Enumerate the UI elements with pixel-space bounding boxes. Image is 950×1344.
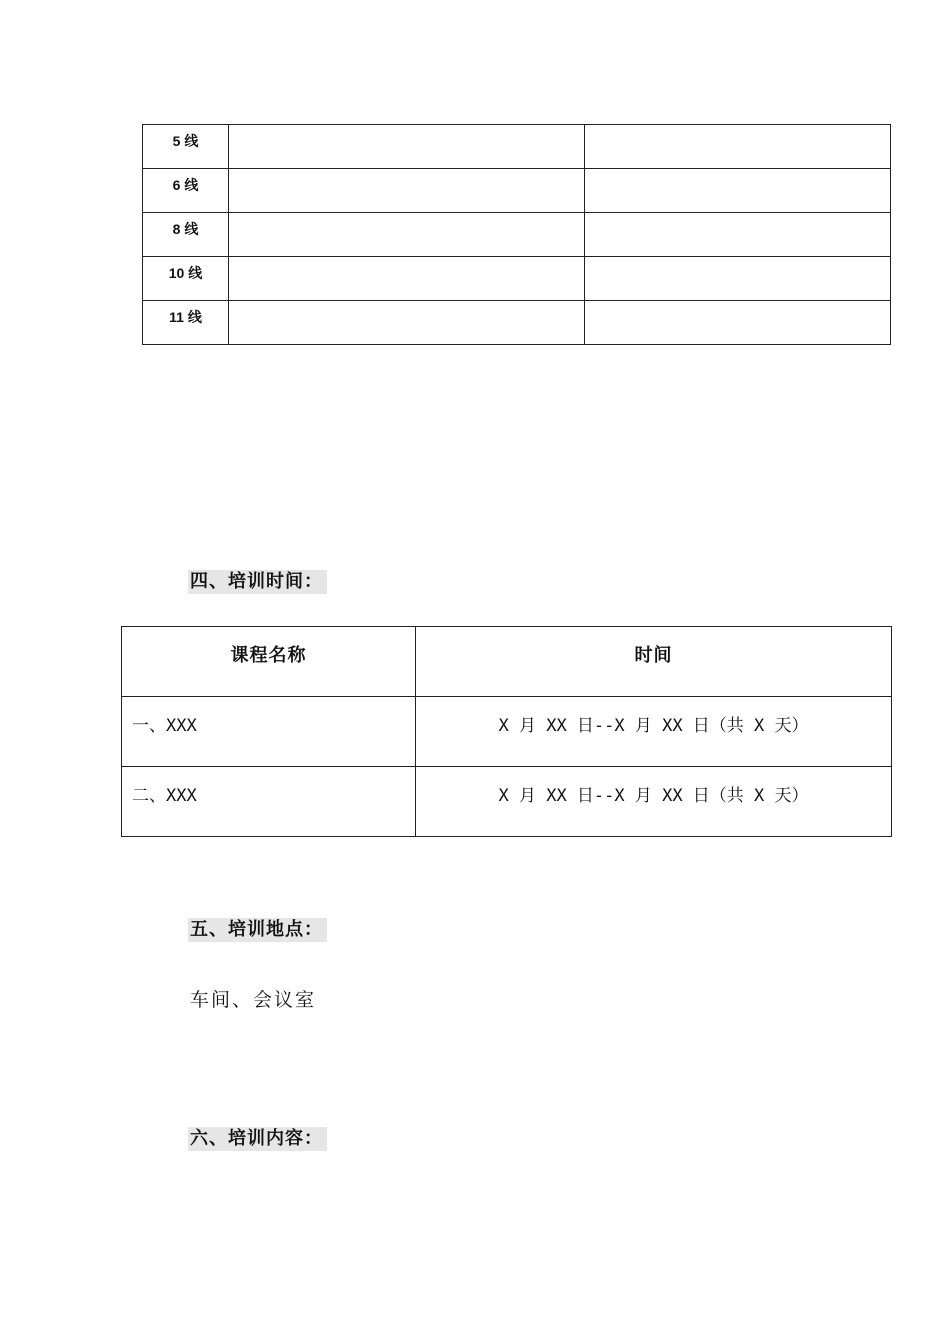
- column-header-time: 时间: [416, 627, 892, 697]
- line-label: 10 线: [143, 257, 229, 301]
- line-label: 6 线: [143, 169, 229, 213]
- training-location-text: 车间、会议室: [190, 989, 317, 1011]
- table-cell: [585, 169, 891, 213]
- table-cell: [585, 125, 891, 169]
- table-cell: [229, 125, 585, 169]
- course-name-cell: 一、XXX: [122, 697, 416, 767]
- table-row: [143, 213, 891, 257]
- table-row: [143, 301, 891, 345]
- course-time-cell: X 月 XX 日--X 月 XX 日（共 X 天）: [416, 767, 892, 837]
- table-cell: [229, 213, 585, 257]
- table-header-row: [122, 627, 892, 697]
- table-row: [122, 697, 892, 767]
- table-cell: [585, 257, 891, 301]
- training-schedule-table: [121, 626, 892, 837]
- line-label: 5 线: [143, 125, 229, 169]
- table-cell: [585, 213, 891, 257]
- production-lines-table: [142, 124, 891, 345]
- table-cell: [585, 301, 891, 345]
- line-label: 8 线: [143, 213, 229, 257]
- section-heading-training-location: 五、培训地点：: [188, 918, 327, 942]
- course-time-cell: X 月 XX 日--X 月 XX 日（共 X 天）: [416, 697, 892, 767]
- table-row: [143, 125, 891, 169]
- table-cell: [229, 169, 585, 213]
- section-heading-training-content: 六、培训内容：: [188, 1127, 327, 1151]
- table-row: [122, 767, 892, 837]
- line-label: 11 线: [143, 301, 229, 345]
- section-heading-training-time: 四、培训时间：: [188, 570, 327, 594]
- table-row: [143, 257, 891, 301]
- table-cell: [229, 301, 585, 345]
- table-cell: [229, 257, 585, 301]
- column-header-course-name: 课程名称: [122, 627, 416, 697]
- course-name-cell: 二、XXX: [122, 767, 416, 837]
- table-row: [143, 169, 891, 213]
